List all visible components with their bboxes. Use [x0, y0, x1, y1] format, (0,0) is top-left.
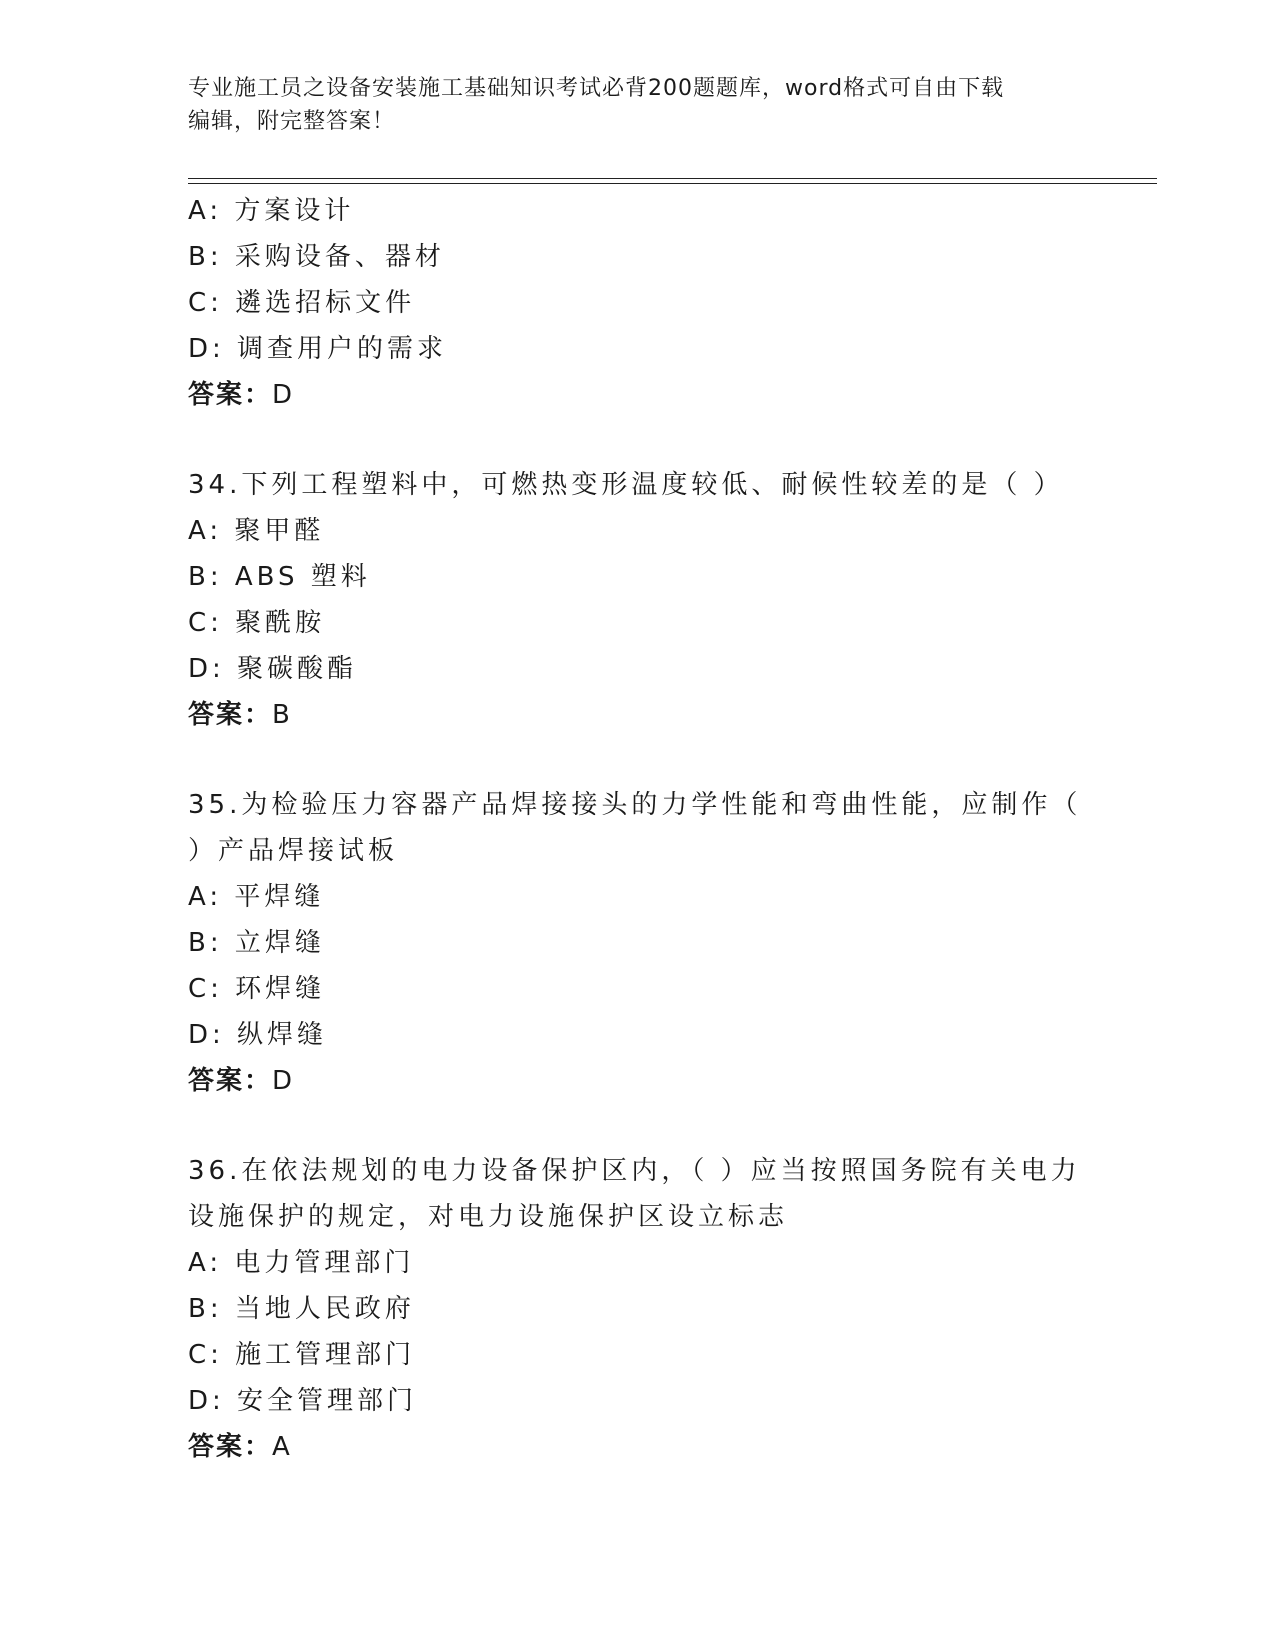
question-stem: 34.下列工程塑料中，可燃热变形温度较低、耐候性较差的是（ ） [188, 470, 1064, 500]
option-c: C: 遴选招标文件 [188, 288, 416, 318]
question-block-34 [188, 462, 1088, 738]
question-stem-line-2: ）产品焊接试板 [188, 836, 399, 866]
option-a: A: 电力管理部门 [188, 1248, 415, 1278]
header-rule-bottom [188, 183, 1157, 184]
header-line-2: 编辑，附完整答案！ [188, 109, 396, 134]
answer-value: D [272, 1066, 294, 1096]
answer-line [188, 1424, 1088, 1470]
option-c: C: 聚酰胺 [188, 608, 326, 638]
option-a: A: 平焊缝 [188, 882, 325, 912]
answer-value: B [272, 700, 291, 730]
option-b: B: 当地人民政府 [188, 1294, 415, 1324]
answer-line [188, 372, 1088, 418]
question-list [188, 188, 1088, 1470]
answer-line [188, 692, 1088, 738]
answer-label: 答案： [188, 1432, 273, 1462]
question-block-36 [188, 1148, 1088, 1470]
answer-label: 答案： [188, 700, 273, 730]
answer-line [188, 1058, 1088, 1104]
answer-label: 答案： [188, 380, 273, 410]
answer-value: A [272, 1432, 291, 1462]
option-b: B: 立焊缝 [188, 928, 325, 958]
option-d: D: 安全管理部门 [188, 1386, 418, 1416]
option-c: C: 环焊缝 [188, 974, 326, 1004]
document-header [188, 72, 1068, 138]
answer-value: D [272, 380, 294, 410]
option-a: A: 聚甲醛 [188, 516, 325, 546]
option-d: D: 调查用户的需求 [188, 334, 448, 364]
question-stem-line-1: 35.为检验压力容器产品焊接接头的力学性能和弯曲性能，应制作（ [188, 790, 1082, 820]
question-block-33 [188, 188, 1088, 418]
header-line-1: 专业施工员之设备安装施工基础知识考试必背200题题库，word格式可自由下载 [188, 76, 1005, 101]
question-stem-line-2: 设施保护的规定，对电力设施保护区设立标志 [188, 1202, 789, 1232]
option-d: D: 纵焊缝 [188, 1020, 328, 1050]
option-a: A: 方案设计 [188, 196, 355, 226]
option-b: B: 采购设备、器材 [188, 242, 445, 272]
answer-label: 答案： [188, 1066, 273, 1096]
header-rule-top [188, 178, 1157, 179]
option-c: C: 施工管理部门 [188, 1340, 416, 1370]
option-d: D: 聚碳酸酯 [188, 654, 358, 684]
question-stem-line-1: 36.在依法规划的电力设备保护区内，（ ）应当按照国务院有关电力 [188, 1156, 1081, 1186]
option-b: B: ABS 塑料 [188, 562, 371, 592]
question-block-35 [188, 782, 1088, 1104]
